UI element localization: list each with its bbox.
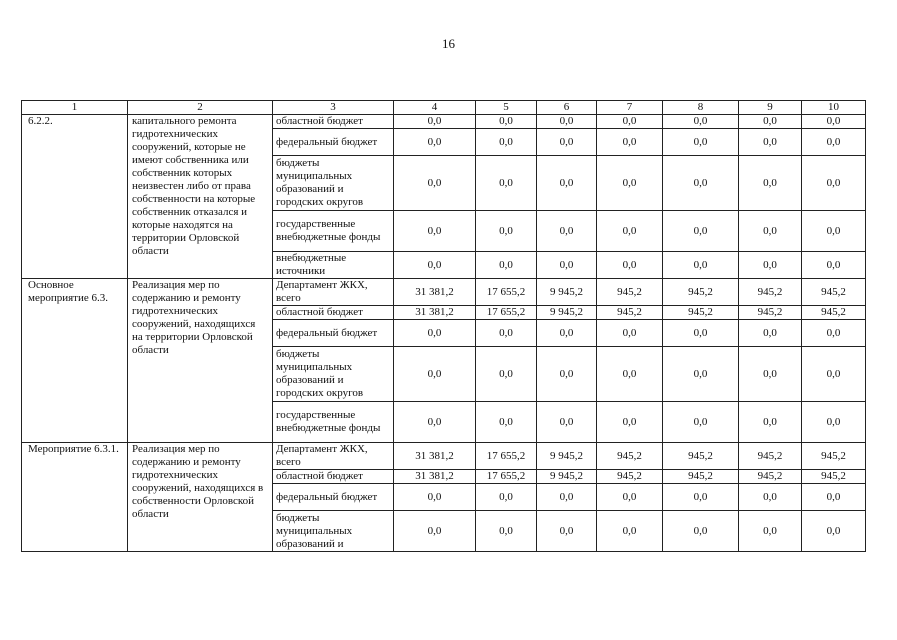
amount-cell: 0,0 (394, 484, 476, 511)
amount-cell: 0,0 (476, 252, 537, 279)
amount-cell: 0,0 (537, 511, 597, 552)
amount-cell: 0,0 (739, 252, 802, 279)
column-header: 9 (739, 101, 802, 115)
amount-cell: 0,0 (394, 320, 476, 347)
amount-cell: 0,0 (537, 347, 597, 402)
amount-cell: 9 945,2 (537, 279, 597, 306)
funding-source-cell: бюджеты муниципальных образований и городских округов (273, 347, 394, 402)
column-header: 8 (663, 101, 739, 115)
header-row (22, 101, 866, 115)
amount-cell: 0,0 (802, 252, 866, 279)
funding-source-cell: областной бюджет (273, 115, 394, 129)
funding-source-cell: федеральный бюджет (273, 320, 394, 347)
amount-cell: 0,0 (597, 511, 663, 552)
amount-cell: 0,0 (663, 320, 739, 347)
amount-cell: 0,0 (537, 484, 597, 511)
column-header: 7 (597, 101, 663, 115)
amount-cell: 0,0 (663, 211, 739, 252)
amount-cell: 0,0 (739, 115, 802, 129)
amount-cell: 0,0 (394, 402, 476, 443)
amount-cell: 0,0 (476, 211, 537, 252)
amount-cell: 0,0 (663, 484, 739, 511)
amount-cell: 0,0 (537, 115, 597, 129)
column-header: 4 (394, 101, 476, 115)
table-row (22, 279, 866, 306)
amount-cell: 0,0 (739, 320, 802, 347)
amount-cell: 945,2 (802, 470, 866, 484)
funding-source-cell: Департамент ЖКХ, всего (273, 443, 394, 470)
program-code-cell: 6.2.2. (22, 115, 128, 279)
amount-cell: 0,0 (476, 156, 537, 211)
funding-source-cell: государственные внебюджетные фонды (273, 211, 394, 252)
funding-source-cell: областной бюджет (273, 306, 394, 320)
column-header: 6 (537, 101, 597, 115)
amount-cell: 0,0 (537, 211, 597, 252)
amount-cell: 0,0 (802, 156, 866, 211)
amount-cell: 0,0 (537, 252, 597, 279)
amount-cell: 0,0 (663, 347, 739, 402)
amount-cell: 0,0 (394, 252, 476, 279)
amount-cell: 0,0 (802, 211, 866, 252)
amount-cell: 0,0 (394, 347, 476, 402)
amount-cell: 0,0 (394, 156, 476, 211)
column-header: 5 (476, 101, 537, 115)
amount-cell: 945,2 (739, 279, 802, 306)
amount-cell: 945,2 (802, 279, 866, 306)
amount-cell: 17 655,2 (476, 470, 537, 484)
amount-cell: 0,0 (663, 252, 739, 279)
amount-cell: 0,0 (476, 129, 537, 156)
amount-cell: 31 381,2 (394, 279, 476, 306)
amount-cell: 0,0 (394, 129, 476, 156)
amount-cell: 0,0 (802, 115, 866, 129)
amount-cell: 0,0 (802, 402, 866, 443)
amount-cell: 0,0 (663, 402, 739, 443)
amount-cell: 0,0 (739, 402, 802, 443)
table-row (22, 115, 866, 129)
table-row (22, 443, 866, 470)
amount-cell: 31 381,2 (394, 470, 476, 484)
amount-cell: 945,2 (663, 470, 739, 484)
amount-cell: 0,0 (537, 402, 597, 443)
amount-cell: 945,2 (597, 306, 663, 320)
amount-cell: 0,0 (394, 115, 476, 129)
funding-source-cell: федеральный бюджет (273, 129, 394, 156)
amount-cell: 945,2 (597, 443, 663, 470)
amount-cell: 0,0 (739, 347, 802, 402)
amount-cell: 0,0 (802, 511, 866, 552)
amount-cell: 0,0 (597, 252, 663, 279)
column-header: 3 (273, 101, 394, 115)
amount-cell: 9 945,2 (537, 306, 597, 320)
funding-source-cell: областной бюджет (273, 470, 394, 484)
amount-cell: 0,0 (394, 211, 476, 252)
funding-source-cell: бюджеты муниципальных образований и городских округов (273, 156, 394, 211)
amount-cell: 945,2 (663, 443, 739, 470)
amount-cell: 0,0 (476, 347, 537, 402)
amount-cell: 0,0 (739, 484, 802, 511)
amount-cell: 31 381,2 (394, 306, 476, 320)
program-code-cell: Мероприятие 6.3.1. (22, 443, 128, 552)
amount-cell: 0,0 (739, 511, 802, 552)
amount-cell: 0,0 (597, 320, 663, 347)
budget-table (21, 100, 866, 552)
amount-cell: 0,0 (739, 211, 802, 252)
amount-cell: 9 945,2 (537, 470, 597, 484)
amount-cell: 17 655,2 (476, 443, 537, 470)
amount-cell: 945,2 (663, 279, 739, 306)
amount-cell: 0,0 (597, 347, 663, 402)
amount-cell: 0,0 (476, 320, 537, 347)
amount-cell: 17 655,2 (476, 306, 537, 320)
amount-cell: 0,0 (597, 402, 663, 443)
amount-cell: 945,2 (739, 443, 802, 470)
amount-cell: 945,2 (802, 306, 866, 320)
amount-cell: 0,0 (597, 156, 663, 211)
program-description-cell: Реализация мер по содержанию и ремонту гидротехнических сооружений, находящихся в собственности Орловской области (128, 443, 273, 552)
amount-cell: 0,0 (476, 484, 537, 511)
funding-source-cell: внебюджетные источники (273, 252, 394, 279)
funding-source-cell: федеральный бюджет (273, 484, 394, 511)
amount-cell: 945,2 (802, 443, 866, 470)
amount-cell: 0,0 (802, 484, 866, 511)
amount-cell: 0,0 (739, 156, 802, 211)
amount-cell: 0,0 (663, 115, 739, 129)
funding-source-cell: бюджеты муниципальных образований и (273, 511, 394, 552)
amount-cell: 0,0 (476, 511, 537, 552)
amount-cell: 0,0 (597, 211, 663, 252)
amount-cell: 0,0 (537, 320, 597, 347)
amount-cell: 0,0 (663, 511, 739, 552)
amount-cell: 945,2 (597, 470, 663, 484)
amount-cell: 0,0 (476, 402, 537, 443)
amount-cell: 945,2 (739, 306, 802, 320)
funding-source-cell: Департамент ЖКХ, всего (273, 279, 394, 306)
amount-cell: 0,0 (476, 115, 537, 129)
column-header: 1 (22, 101, 128, 115)
amount-cell: 0,0 (802, 347, 866, 402)
amount-cell: 17 655,2 (476, 279, 537, 306)
amount-cell: 31 381,2 (394, 443, 476, 470)
page-number: 16 (442, 36, 455, 51)
amount-cell: 0,0 (394, 511, 476, 552)
amount-cell: 0,0 (739, 129, 802, 156)
column-header: 10 (802, 101, 866, 115)
funding-source-cell: государственные внебюджетные фонды (273, 402, 394, 443)
amount-cell: 0,0 (663, 129, 739, 156)
program-description-cell: капитального ремонта гидротехнических сооружений, которые не имеют собственника или собственник которых неизвестен либо от права собственности на которые собственник отказался и которые находятся на территории Орловской области (128, 115, 273, 279)
amount-cell: 945,2 (663, 306, 739, 320)
program-code-cell: Основное мероприятие 6.3. (22, 279, 128, 443)
amount-cell: 0,0 (537, 129, 597, 156)
amount-cell: 0,0 (537, 156, 597, 211)
amount-cell: 0,0 (597, 115, 663, 129)
column-header: 2 (128, 101, 273, 115)
amount-cell: 945,2 (597, 279, 663, 306)
amount-cell: 945,2 (739, 470, 802, 484)
amount-cell: 9 945,2 (537, 443, 597, 470)
amount-cell: 0,0 (802, 129, 866, 156)
amount-cell: 0,0 (597, 129, 663, 156)
amount-cell: 0,0 (802, 320, 866, 347)
amount-cell: 0,0 (597, 484, 663, 511)
program-description-cell: Реализация мер по содержанию и ремонту гидротехнических сооружений, находящихся на территории Орловской области (128, 279, 273, 443)
amount-cell: 0,0 (663, 156, 739, 211)
